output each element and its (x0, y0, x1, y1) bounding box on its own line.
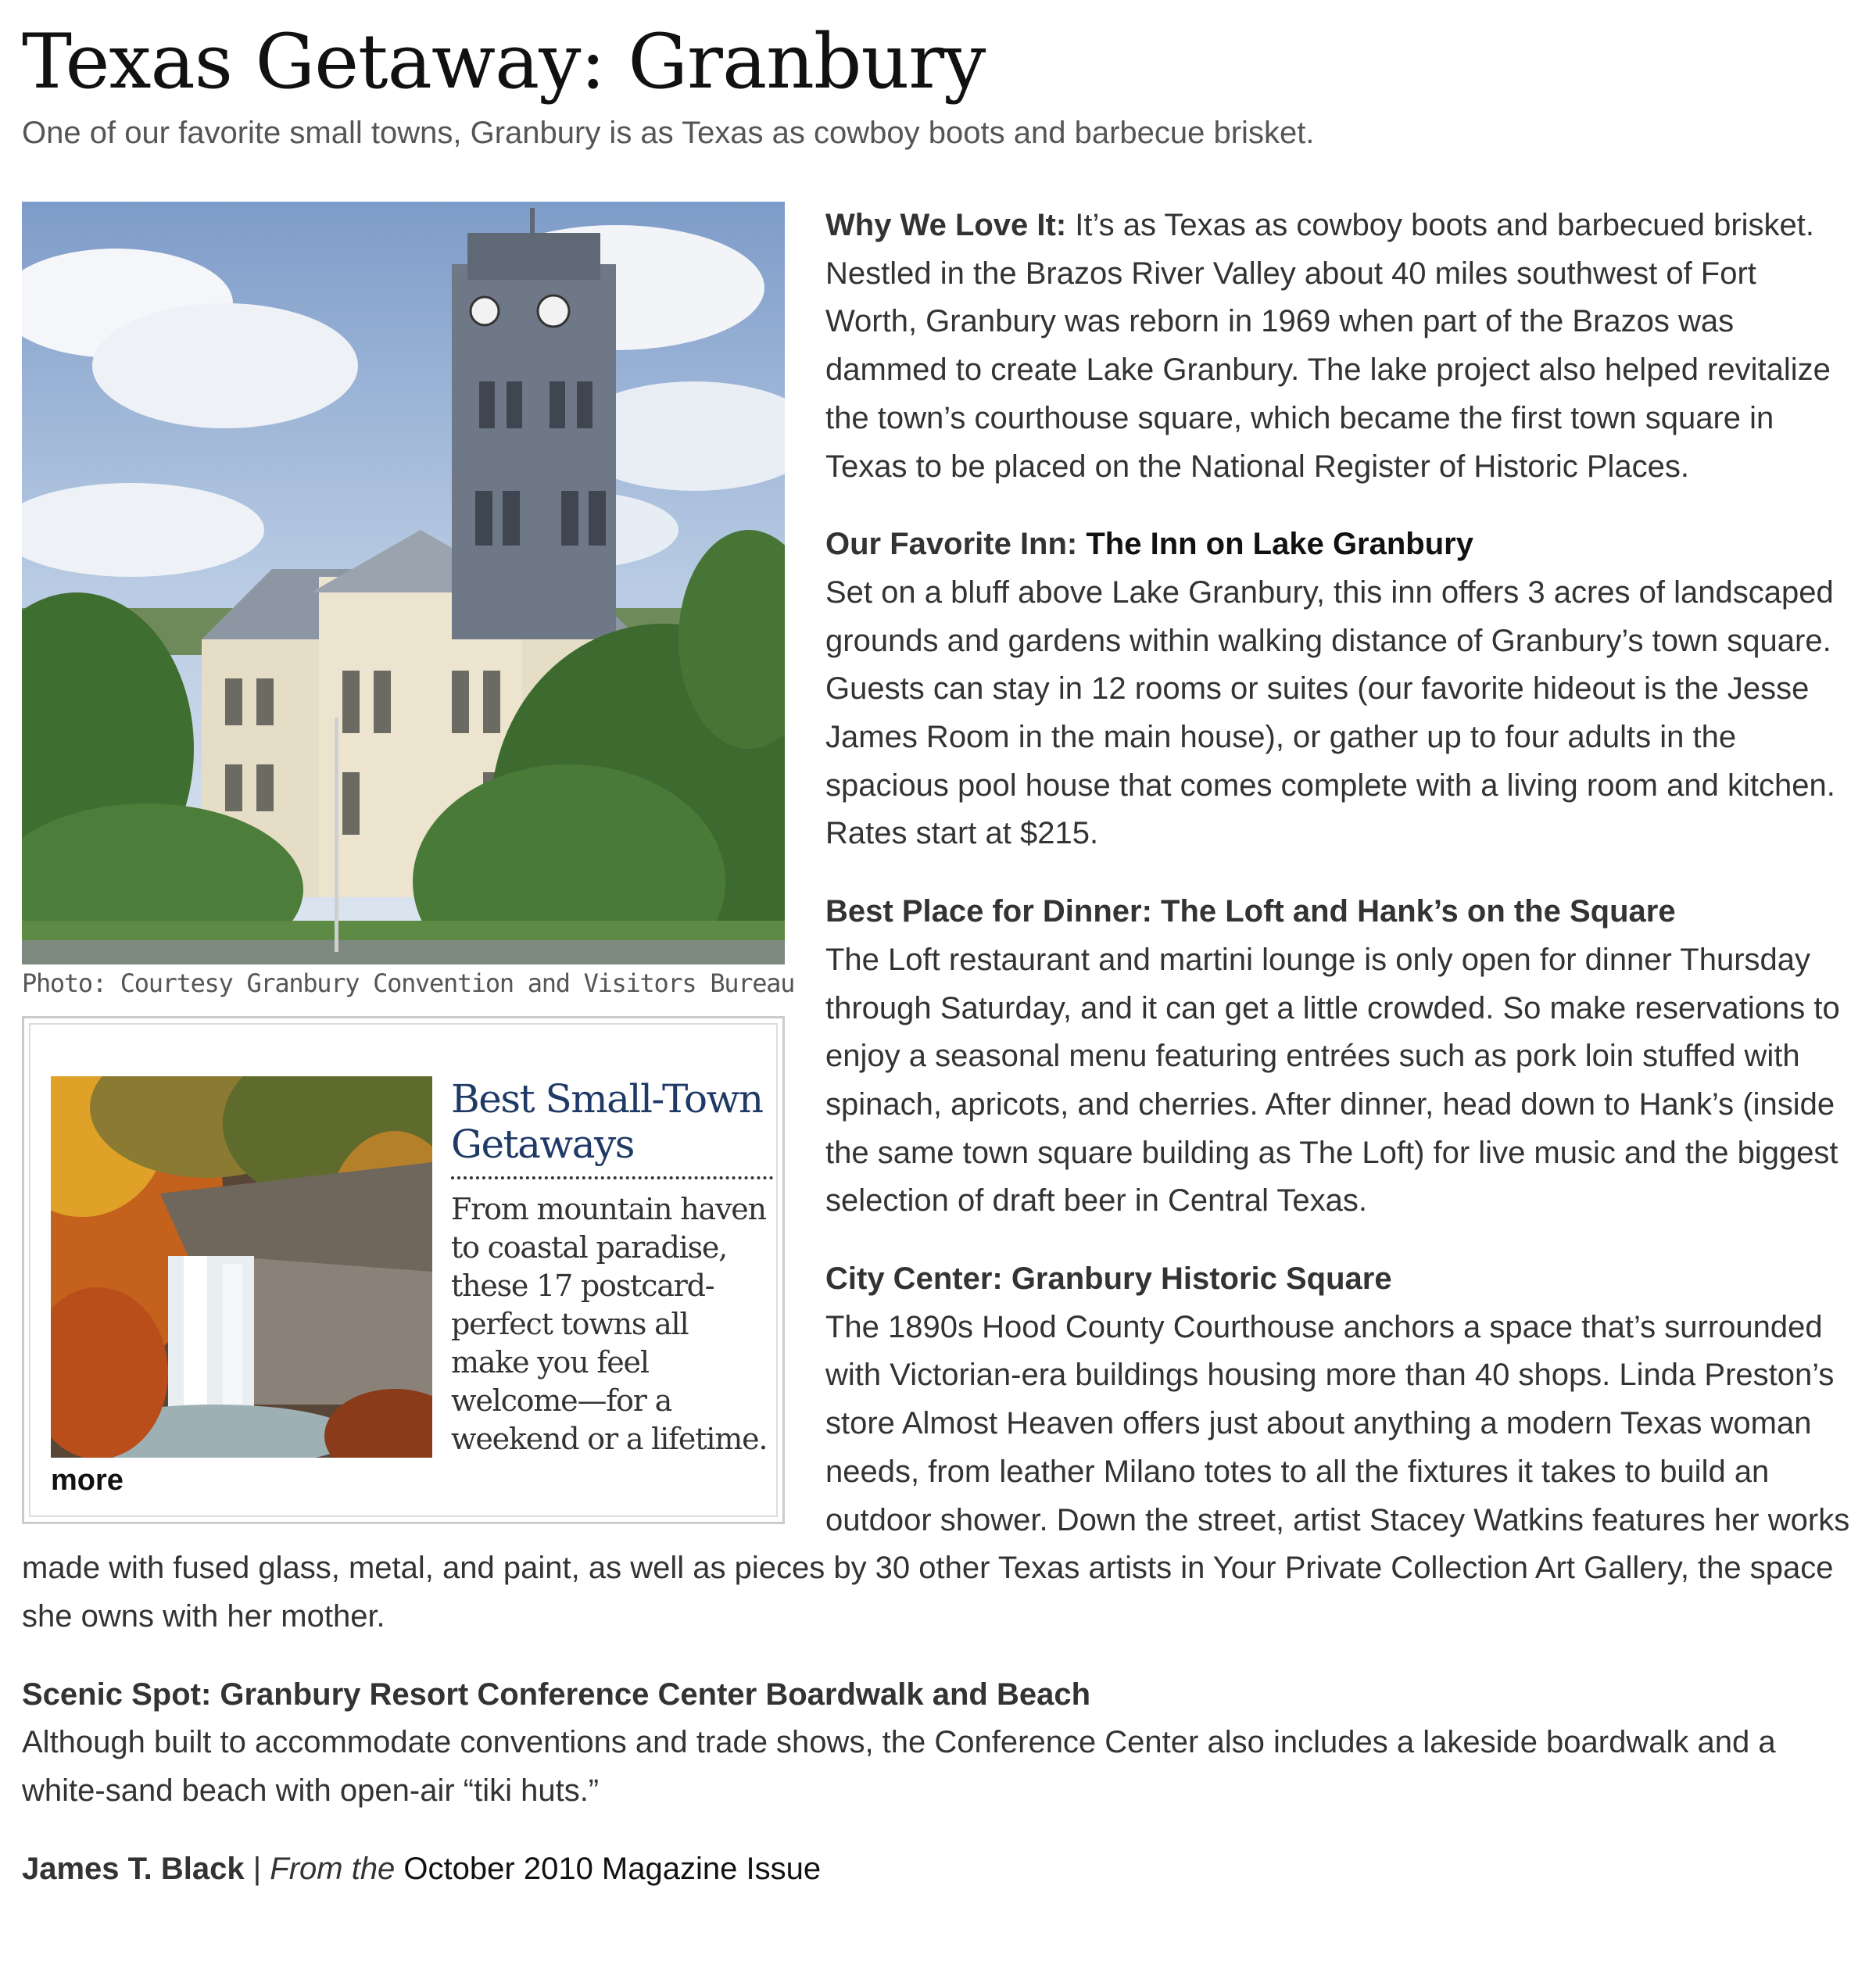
waterfall-thumbnail[interactable] (51, 1076, 432, 1458)
section-text: Although built to accommodate conventions and trade shows, the Conference Center also includes a lakeside boardwalk and a white-sand beach with open-air “tiki huts.” (22, 1725, 1776, 1809)
related-article-heading[interactable]: Best Small-Town Getaways (451, 1076, 773, 1179)
section-text: The Loft restaurant and martini lounge is only open for dinner Thursday through Saturday, and it can get a little crowded. So make reservations to enjoy a seasonal menu featuring entrées such as pork loin stuffed with spinach, apricots, and cherries. After dinner, head down to Hank’s (inside the same town square building as The Loft) for live music and the biggest selection of draft beer in Central Texas. (825, 942, 1840, 1219)
section-label: Scenic Spot: Granbury Resort Conference Center Boardwalk and Beach (22, 1677, 1091, 1712)
section-text: Set on a bluff above Lake Granbury, this inn offers 3 acres of landscaped grounds and gardens within walking distance of Granbury’s town square. Guests can stay in 12 rooms or suites (our favorite hideout is the Jesse James Room in the main house), or gather up to four adults in the spacious pool house that comes complete with a living room and kitchen. Rates start at $215. (825, 574, 1835, 851)
related-article-inner (29, 1023, 778, 1517)
more-link[interactable]: more (51, 1464, 124, 1497)
article-page (22, 0, 1854, 1893)
photo-caption: Photo: Courtesy Granbury Convention and Visitors Bureau (22, 968, 795, 998)
magazine-issue-link[interactable]: October 2010 Magazine Issue (395, 1851, 822, 1886)
section-label: City Center: Granbury Historic Square (825, 1261, 1392, 1297)
left-column (22, 202, 795, 1524)
byline-from: From the (270, 1851, 396, 1886)
section-label: Why We Love It: (825, 208, 1067, 242)
related-article-text (451, 1076, 773, 1458)
related-article-description: From mountain haven to coastal paradise, these 17 postcard-perfect towns all make you feel welcome—for a weekend or a lifetime. (451, 1192, 768, 1456)
byline-separator: | (244, 1851, 270, 1886)
page-subtitle: One of our favorite small towns, Granbury is as Texas as cowboy boots and barbecue brisket. (22, 116, 1315, 150)
courthouse-photo (22, 202, 785, 964)
section-label: Best Place for Dinner: The Loft and Hank’s on the Square (825, 894, 1676, 929)
section-text: The 1890s Hood County Courthouse anchors a space that’s surrounded with Victorian-era buildings housing more than 40 shops. Linda Preston’s store Almost Heaven offers just about anything a modern Texas woman needs, from leather Milano totes to all the fixtures it takes to build an outdoor shower. Down the street, artist Stacey Watkins features her works made with fused glass, metal, and paint, as well as pieces by 30 other Texas artists in Your Private Collection Art Gallery, the space she owns with her mother. (22, 1309, 1850, 1634)
section-scenic-spot (22, 1671, 1854, 1816)
section-text: It’s as Texas as cowboy boots and barbecued brisket. Nestled in the Brazos River Valley about 40 miles southwest of Fort Worth, Granbury was reborn in 1969 when part of the Brazos was dammed to create Lake Granbury. The lake project also helped revitalize the town’s courthouse square, which became the first town square in Texas to be placed on the National Register of Historic Places. (825, 208, 1831, 484)
section-label: Our Favorite Inn: (825, 527, 1087, 562)
inn-name: The Inn on Lake Granbury (1086, 527, 1473, 562)
byline (22, 1845, 1854, 1893)
page-title: Texas Getaway: Granbury (22, 18, 986, 106)
related-article-box (22, 1016, 785, 1524)
article-body (22, 202, 1854, 1893)
author-name[interactable]: James T. Black (22, 1851, 245, 1886)
